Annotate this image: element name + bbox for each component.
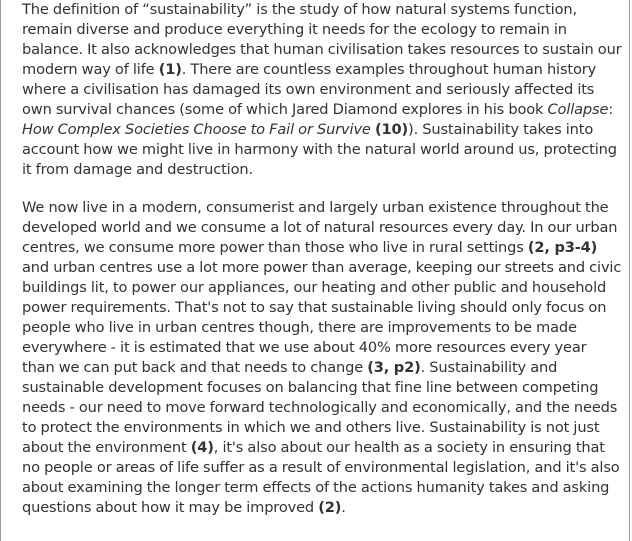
paragraph-text: ). Sustainability takes into account how we might live in harmony with the natural world around us, protecting it from damage and destruction.	[22, 121, 617, 178]
article-body	[22, 0, 622, 518]
citation-reference: (3, p2)	[367, 359, 421, 376]
citation-reference: (1)	[158, 61, 182, 78]
paragraph-text: and urban centres use a lot more power than average, keeping our streets and civic buildings lit, to power our appliances, our heating and other public and household power requirements. That's not to say that sustainable living should only focus on people who live in urban centres though, there are improvements to be made everywhere - it is estimated that we use about 40% more resources every year than we can put back and that needs to change	[22, 259, 622, 376]
book-title: How Complex Societies Choose to Fail or Survive	[22, 121, 371, 138]
paragraph-text: We now live in a modern, consumerist and largely urban existence throughout the developed world and we consume a lot of natural resources every day. In our urban centres, we consume more power than those who live in rural settings	[22, 199, 618, 256]
citation-reference: (10)	[374, 121, 409, 138]
paragraph-text: . There are countless examples throughout human history where a civilisation has damaged its own environment and seriously affected its own survival chances (some of which Jared Diamond explores in his book	[22, 61, 597, 118]
paragraph-text: The definition of “sustainability” is the study of how natural systems function, remain diverse and produce everything it needs for the ecology to remain in balance. It also acknowledges that human civilisation takes resources to sustain our modern way of life	[22, 1, 622, 78]
paragraph-text: :	[608, 101, 614, 118]
citation-reference: (2)	[318, 499, 342, 516]
paragraph-text: , it's also about our health as a society in ensuring that no people or areas of life suffer as a result of environmental legislation, and it's also about examining the longer term effects of the actions humanity takes and asking questions about how it may be improved	[22, 439, 620, 516]
book-title: Collapse	[547, 101, 609, 118]
citation-reference: (4)	[190, 439, 214, 456]
paragraph-2	[22, 198, 622, 518]
citation-reference: (2, p3-4)	[527, 239, 598, 256]
paragraph-1	[22, 0, 622, 180]
paragraph-text: .	[341, 499, 346, 516]
paragraph-text: . Sustainability and sustainable development focuses on balancing that fine line between competing needs - our need to move forward technologically and economically, and the needs to protect the environments in which we and others live. Sustainability is not just about the environment	[22, 359, 618, 456]
